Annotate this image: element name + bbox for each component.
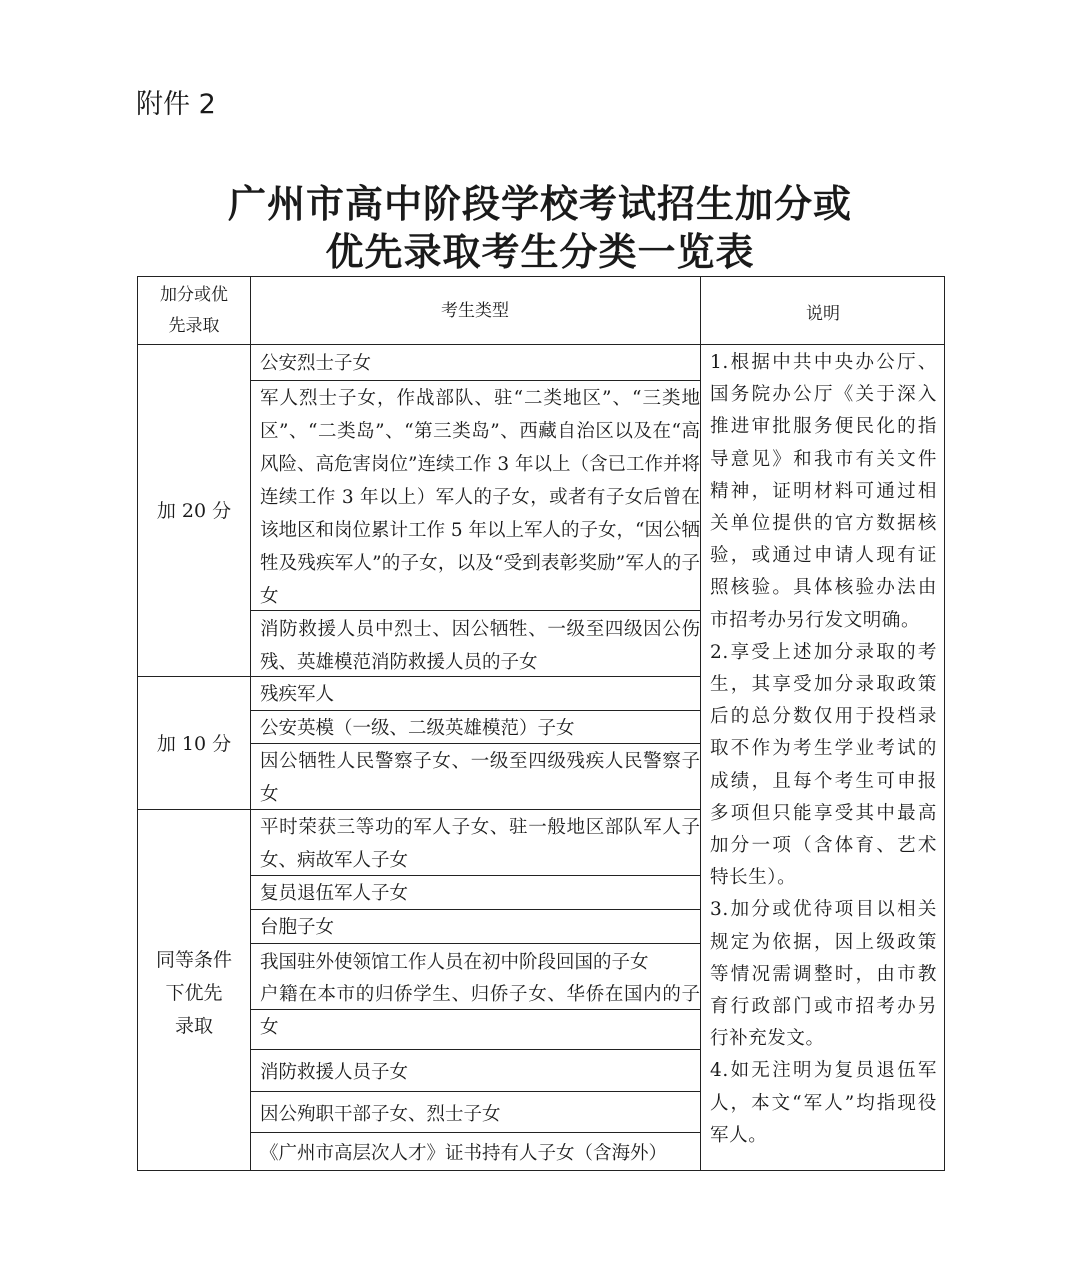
- table-row: 户籍在本市的归侨学生、归侨子女、华侨在国内的子女: [260, 984, 700, 1038]
- table-row: 复员退伍军人子女: [260, 883, 409, 904]
- notes-cell: [710, 347, 937, 1152]
- header-col-type: 考生类型: [441, 301, 509, 321]
- table-row: 消防救援人员子女: [260, 1062, 409, 1083]
- classification-table: [137, 276, 945, 1171]
- group-label-line: 录取: [174, 1015, 213, 1037]
- table-row: 因公殉职干部子女、烈士子女: [260, 1104, 501, 1125]
- table-row: 军人烈士子女，作战部队、驻“二类地区”、“三类地区”、“二类岛”、“第三类岛”、西藏自治区以及在“高风险、高危害岗位”连续工作 3 年以上（含已工作并将连续工作 3 年以上）军人的子女，或者有子女后曾在该地区和岗位累计工作 5 年以上军人的子女，“因公牺牲及残疾军人”的子女，以及“受到表彰奖励”军人的子女: [260, 388, 700, 607]
- row-divider: [250, 1091, 700, 1092]
- header-col-category-line-2: 先录取: [168, 316, 220, 336]
- group-label-plus-20: 加 20 分: [156, 500, 232, 522]
- page-title-line-2: 优先录取考生分类一览表: [325, 229, 755, 274]
- group-label-plus-10: 加 10 分: [156, 733, 232, 755]
- table-row: 公安英模（一级、二级英雄模范）子女: [260, 718, 575, 739]
- note-item: 1.根据中共中央办公厅、国务院办公厅《关于深入推进审批服务便民化的指导意见》和我市有关文件精神，证明材料可通过相关单位提供的官方数据核验，或通过申请人现有证照核验。具体核验办法由市招考办另行发文明确。: [710, 352, 937, 631]
- group-label-priority: [138, 944, 250, 1043]
- row-divider: [250, 1132, 700, 1133]
- header-col-notes: 说明: [806, 304, 840, 324]
- note-item: 2.享受上述加分录取的考生，其享受加分录取政策后的总分数仅用于投档录取不作为考生学业考试的成绩，且每个考生可申报多项但只能享受其中最高加分一项（含体育、艺术特长生）。: [710, 641, 937, 889]
- note-item: 4.如无注明为复员退伍军人，本文“军人”均指现役军人。: [710, 1060, 937, 1146]
- group-label-line: 同等条件: [155, 949, 232, 971]
- table-row: 残疾军人: [260, 684, 335, 705]
- row-divider: [250, 1049, 700, 1050]
- table-row: 我国驻外使领馆工作人员在初中阶段回国的子女: [260, 952, 649, 973]
- header-col-category: [138, 280, 250, 342]
- column-divider: [250, 277, 251, 1170]
- table-row: 因公牺牲人民警察子女、一级至四级残疾人民警察子女: [260, 751, 700, 805]
- page-title-line-1: 广州市高中阶段学校考试招生加分或: [227, 181, 852, 226]
- column-divider: [700, 277, 701, 1170]
- table-row: 平时荣获三等功的军人子女、驻一般地区部队军人子女、病故军人子女: [260, 817, 700, 871]
- table-row: 《广州市高层次人才》证书持有人子女（含海外）: [260, 1143, 668, 1164]
- header-col-category-line-1: 加分或优: [160, 285, 228, 305]
- group-label-line: 下优先: [165, 982, 223, 1004]
- table-row: 公安烈士子女: [260, 353, 372, 374]
- table-row: 消防救援人员中烈士、因公牺牲、一级至四级因公伤残、英雄模范消防救援人员的子女: [260, 619, 700, 673]
- attachment-label: 附件 2: [136, 89, 216, 120]
- table-row: 台胞子女: [260, 917, 335, 938]
- row-divider: [250, 380, 700, 381]
- note-item: 3.加分或优待项目以相关规定为依据，因上级政策等情况需调整时，由市教育行政部门或市招考办另行补充发文。: [710, 899, 937, 1050]
- header-divider: [138, 344, 944, 345]
